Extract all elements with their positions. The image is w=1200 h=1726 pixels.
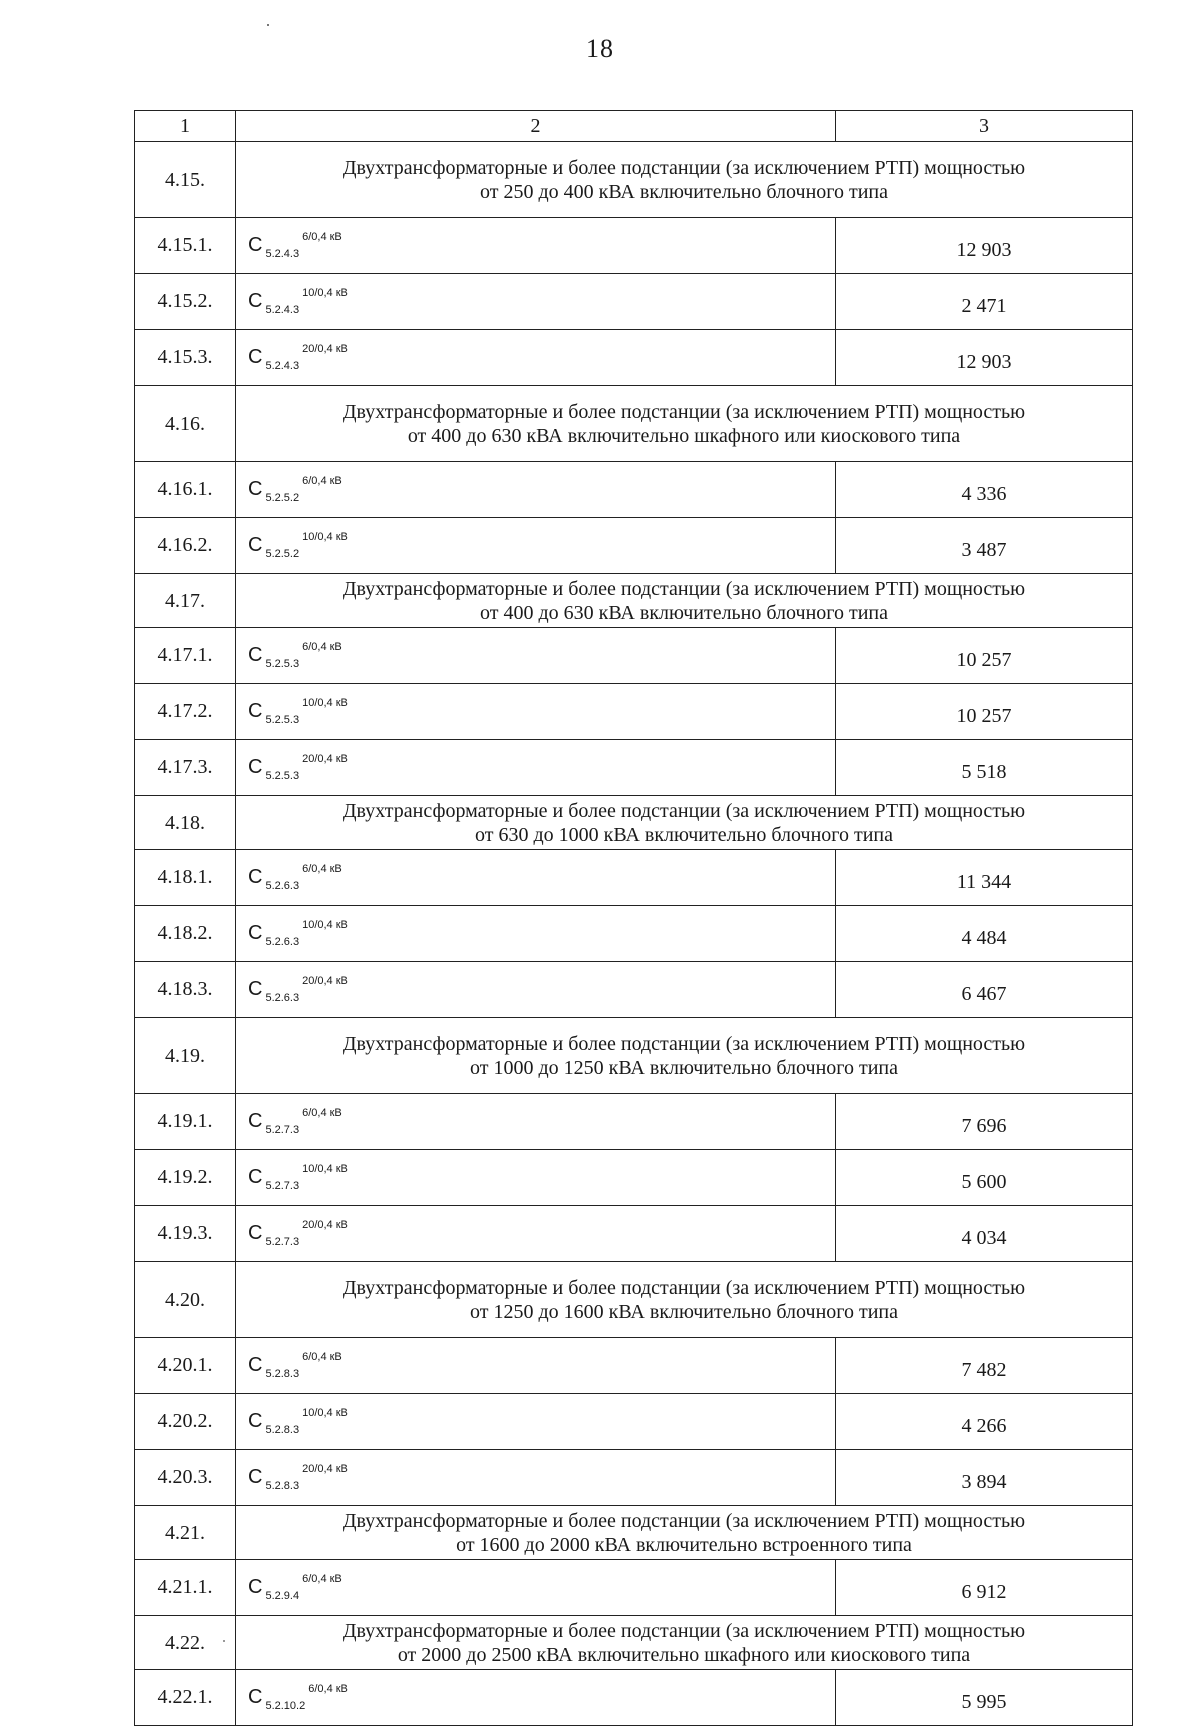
rate-code-subscript: 5.2.6.3 xyxy=(265,936,300,948)
rate-code-superscript: 10/0,4 кВ xyxy=(302,919,348,931)
rate-code-superscript: 6/0,4 кВ xyxy=(302,231,342,243)
rate-code-superscript: 6/0,4 кВ xyxy=(302,1351,342,1363)
rate-code-superscript: 10/0,4 кВ xyxy=(302,1163,348,1175)
section-description-line-1: Двухтрансформаторные и более подстанции (за исключением РТП) мощностью xyxy=(342,156,1026,179)
rate-value: 2 471 xyxy=(836,274,1133,330)
item-number: 4.20.3. xyxy=(135,1450,236,1506)
section-number: 4.16. xyxy=(135,386,236,462)
item-row xyxy=(135,1094,1133,1150)
rate-value: 4 336 xyxy=(836,462,1133,518)
rate-code-superscript: 10/0,4 кВ xyxy=(302,1407,348,1419)
item-row xyxy=(135,1338,1133,1394)
rate-code-letter: С xyxy=(248,1110,263,1132)
rate-code-superscript: 6/0,4 кВ xyxy=(302,641,342,653)
section-description-line-1: Двухтрансформаторные и более подстанции (за исключением РТП) мощностью xyxy=(342,1619,1026,1642)
item-number: 4.22.1. xyxy=(135,1670,236,1726)
section-row xyxy=(135,1262,1133,1338)
rate-code-letter: С xyxy=(248,1410,263,1432)
rate-code-letter: С xyxy=(248,1354,263,1376)
section-description-line-2: от 630 до 1000 кВА включительно блочного типа xyxy=(474,823,894,846)
rate-code-superscript: 6/0,4 кВ xyxy=(302,1573,342,1585)
rate-code-subscript: 5.2.5.2 xyxy=(265,492,300,504)
item-row xyxy=(135,218,1133,274)
column-header-3: 3 xyxy=(836,111,1133,142)
section-row xyxy=(135,574,1133,628)
rate-code-subscript: 5.2.6.3 xyxy=(265,880,300,892)
section-number: 4.20. xyxy=(135,1262,236,1338)
rate-code xyxy=(236,740,836,796)
rate-value: 10 257 xyxy=(836,684,1133,740)
rate-value: 11 344 xyxy=(836,850,1133,906)
item-number: 4.18.1. xyxy=(135,850,236,906)
item-number: 4.15.1. xyxy=(135,218,236,274)
item-row xyxy=(135,1150,1133,1206)
rate-code-subscript: 5.2.7.3 xyxy=(265,1180,300,1192)
section-row xyxy=(135,796,1133,850)
item-number: 4.15.3. xyxy=(135,330,236,386)
section-number: 4.19. xyxy=(135,1018,236,1094)
rate-code-letter: С xyxy=(248,346,263,368)
rate-value: 3 894 xyxy=(836,1450,1133,1506)
rate-code xyxy=(236,628,836,684)
rate-code-subscript: 5.2.8.3 xyxy=(265,1424,300,1436)
rate-code-subscript: 5.2.4.3 xyxy=(265,248,300,260)
rate-code-letter: С xyxy=(248,866,263,888)
rate-code-letter: С xyxy=(248,534,263,556)
rate-code xyxy=(236,850,836,906)
rate-code xyxy=(236,218,836,274)
item-row xyxy=(135,1560,1133,1616)
rate-code-subscript: 5.2.6.3 xyxy=(265,992,300,1004)
page-number: 18 xyxy=(586,34,614,63)
section-number: 4.15. xyxy=(135,142,236,218)
rate-code-superscript: 20/0,4 кВ xyxy=(302,1463,348,1475)
section-number: 4.21. xyxy=(135,1506,236,1560)
rate-code xyxy=(236,1094,836,1150)
rate-code xyxy=(236,1150,836,1206)
rate-code xyxy=(236,1560,836,1616)
rate-code xyxy=(236,962,836,1018)
column-header-2: 2 xyxy=(236,111,836,142)
section-row xyxy=(135,142,1133,218)
section-description xyxy=(236,142,1133,218)
section-description xyxy=(236,574,1133,628)
section-number: 4.18. xyxy=(135,796,236,850)
rate-code-subscript: 5.2.7.3 xyxy=(265,1124,300,1136)
rate-code xyxy=(236,1206,836,1262)
scan-speck xyxy=(223,1640,225,1642)
rate-code-subscript: 5.2.5.3 xyxy=(265,770,300,782)
tariff-table xyxy=(134,110,1133,1726)
item-row xyxy=(135,274,1133,330)
item-number: 4.17.2. xyxy=(135,684,236,740)
item-number: 4.19.3. xyxy=(135,1206,236,1262)
rate-code-subscript: 5.2.10.2 xyxy=(265,1700,306,1712)
rate-code-superscript: 20/0,4 кВ xyxy=(302,753,348,765)
rate-code xyxy=(236,684,836,740)
section-description xyxy=(236,386,1133,462)
rate-code-subscript: 5.2.8.3 xyxy=(265,1368,300,1380)
rate-code-subscript: 5.2.4.3 xyxy=(265,360,300,372)
rate-code-letter: С xyxy=(248,978,263,1000)
item-number: 4.20.1. xyxy=(135,1338,236,1394)
section-description xyxy=(236,1262,1133,1338)
rate-value: 12 903 xyxy=(836,218,1133,274)
section-description-line-2: от 400 до 630 кВА включительно шкафного или киоскового типа xyxy=(407,424,961,447)
rate-value: 10 257 xyxy=(836,628,1133,684)
rate-code xyxy=(236,1450,836,1506)
rate-code-letter: С xyxy=(248,700,263,722)
rate-value: 5 518 xyxy=(836,740,1133,796)
table-header-row xyxy=(135,111,1133,142)
rate-code-subscript: 5.2.5.2 xyxy=(265,548,300,560)
rate-code-superscript: 6/0,4 кВ xyxy=(308,1683,348,1695)
rate-value: 7 482 xyxy=(836,1338,1133,1394)
section-description-line-2: от 1000 до 1250 кВА включительно блочного типа xyxy=(469,1056,899,1079)
rate-value: 4 034 xyxy=(836,1206,1133,1262)
rate-value: 6 467 xyxy=(836,962,1133,1018)
rate-code-letter: С xyxy=(248,1222,263,1244)
item-number: 4.16.2. xyxy=(135,518,236,574)
item-number: 4.20.2. xyxy=(135,1394,236,1450)
item-row xyxy=(135,1670,1133,1726)
item-row xyxy=(135,1206,1133,1262)
item-number: 4.15.2. xyxy=(135,274,236,330)
item-number: 4.21.1. xyxy=(135,1560,236,1616)
rate-value: 5 600 xyxy=(836,1150,1133,1206)
scan-speck xyxy=(267,24,269,26)
rate-code-letter: С xyxy=(248,478,263,500)
section-description-line-2: от 1600 до 2000 кВА включительно встроенного типа xyxy=(456,1533,912,1556)
item-row xyxy=(135,962,1133,1018)
rate-code xyxy=(236,1338,836,1394)
item-row xyxy=(135,684,1133,740)
rate-code-superscript: 6/0,4 кВ xyxy=(302,1107,342,1119)
section-description xyxy=(236,1616,1133,1670)
section-description-line-1: Двухтрансформаторные и более подстанции (за исключением РТП) мощностью xyxy=(342,799,1026,822)
item-number: 4.19.1. xyxy=(135,1094,236,1150)
section-number: 4.17. xyxy=(135,574,236,628)
rate-value: 6 912 xyxy=(836,1560,1133,1616)
rate-code-subscript: 5.2.8.3 xyxy=(265,1480,300,1492)
item-row xyxy=(135,518,1133,574)
rate-code xyxy=(236,518,836,574)
rate-code-subscript: 5.2.4.3 xyxy=(265,304,300,316)
rate-value: 3 487 xyxy=(836,518,1133,574)
item-row xyxy=(135,462,1133,518)
item-number: 4.19.2. xyxy=(135,1150,236,1206)
rate-code-subscript: 5.2.7.3 xyxy=(265,1236,300,1248)
rate-code-letter: С xyxy=(248,290,263,312)
rate-code-letter: С xyxy=(248,756,263,778)
rate-code-subscript: 5.2.9.4 xyxy=(265,1590,300,1602)
rate-code-superscript: 10/0,4 кВ xyxy=(302,287,348,299)
section-number: 4.22. xyxy=(135,1616,236,1670)
rate-code-superscript: 10/0,4 кВ xyxy=(302,531,348,543)
rate-code-superscript: 6/0,4 кВ xyxy=(302,475,342,487)
section-row xyxy=(135,1018,1133,1094)
item-row xyxy=(135,906,1133,962)
item-number: 4.16.1. xyxy=(135,462,236,518)
rate-code-subscript: 5.2.5.3 xyxy=(265,714,300,726)
rate-code xyxy=(236,462,836,518)
rate-code-letter: С xyxy=(248,1686,263,1708)
section-description-line-2: от 1250 до 1600 кВА включительно блочного типа xyxy=(469,1300,899,1323)
rate-value: 12 903 xyxy=(836,330,1133,386)
rate-value: 4 266 xyxy=(836,1394,1133,1450)
rate-value: 5 995 xyxy=(836,1670,1133,1726)
item-number: 4.17.1. xyxy=(135,628,236,684)
rate-code xyxy=(236,1670,836,1726)
section-description-line-1: Двухтрансформаторные и более подстанции (за исключением РТП) мощностью xyxy=(342,577,1026,600)
item-row xyxy=(135,628,1133,684)
rate-code-subscript: 5.2.5.3 xyxy=(265,658,300,670)
section-description-line-2: от 250 до 400 кВА включительно блочного типа xyxy=(479,180,889,203)
section-description-line-2: от 400 до 630 кВА включительно блочного типа xyxy=(479,601,889,624)
rate-code xyxy=(236,330,836,386)
section-row xyxy=(135,1506,1133,1560)
item-number: 4.18.3. xyxy=(135,962,236,1018)
section-description-line-1: Двухтрансформаторные и более подстанции (за исключением РТП) мощностью xyxy=(342,1509,1026,1532)
rate-code xyxy=(236,1394,836,1450)
rate-code-letter: С xyxy=(248,1166,263,1188)
rate-value: 4 484 xyxy=(836,906,1133,962)
item-row xyxy=(135,330,1133,386)
section-description-line-2: от 2000 до 2500 кВА включительно шкафного или киоскового типа xyxy=(397,1643,971,1666)
section-row xyxy=(135,386,1133,462)
item-row xyxy=(135,1450,1133,1506)
item-row xyxy=(135,850,1133,906)
section-description-line-1: Двухтрансформаторные и более подстанции (за исключением РТП) мощностью xyxy=(342,1276,1026,1299)
rate-code xyxy=(236,274,836,330)
rate-code-letter: С xyxy=(248,1466,263,1488)
rate-value: 7 696 xyxy=(836,1094,1133,1150)
rate-code xyxy=(236,906,836,962)
section-description-line-1: Двухтрансформаторные и более подстанции (за исключением РТП) мощностью xyxy=(342,400,1026,423)
section-row xyxy=(135,1616,1133,1670)
section-description xyxy=(236,1506,1133,1560)
rate-code-superscript: 20/0,4 кВ xyxy=(302,343,348,355)
rate-code-superscript: 20/0,4 кВ xyxy=(302,975,348,987)
section-description-line-1: Двухтрансформаторные и более подстанции (за исключением РТП) мощностью xyxy=(342,1032,1026,1055)
table-body xyxy=(135,111,1133,1726)
rate-code-letter: С xyxy=(248,1576,263,1598)
rate-code-letter: С xyxy=(248,922,263,944)
rate-code-superscript: 20/0,4 кВ xyxy=(302,1219,348,1231)
item-number: 4.18.2. xyxy=(135,906,236,962)
section-description xyxy=(236,796,1133,850)
rate-code-superscript: 6/0,4 кВ xyxy=(302,863,342,875)
rate-code-letter: С xyxy=(248,234,263,256)
item-row xyxy=(135,1394,1133,1450)
rate-code-superscript: 10/0,4 кВ xyxy=(302,697,348,709)
column-header-1: 1 xyxy=(135,111,236,142)
rate-code-letter: С xyxy=(248,644,263,666)
item-row xyxy=(135,740,1133,796)
item-number: 4.17.3. xyxy=(135,740,236,796)
section-description xyxy=(236,1018,1133,1094)
